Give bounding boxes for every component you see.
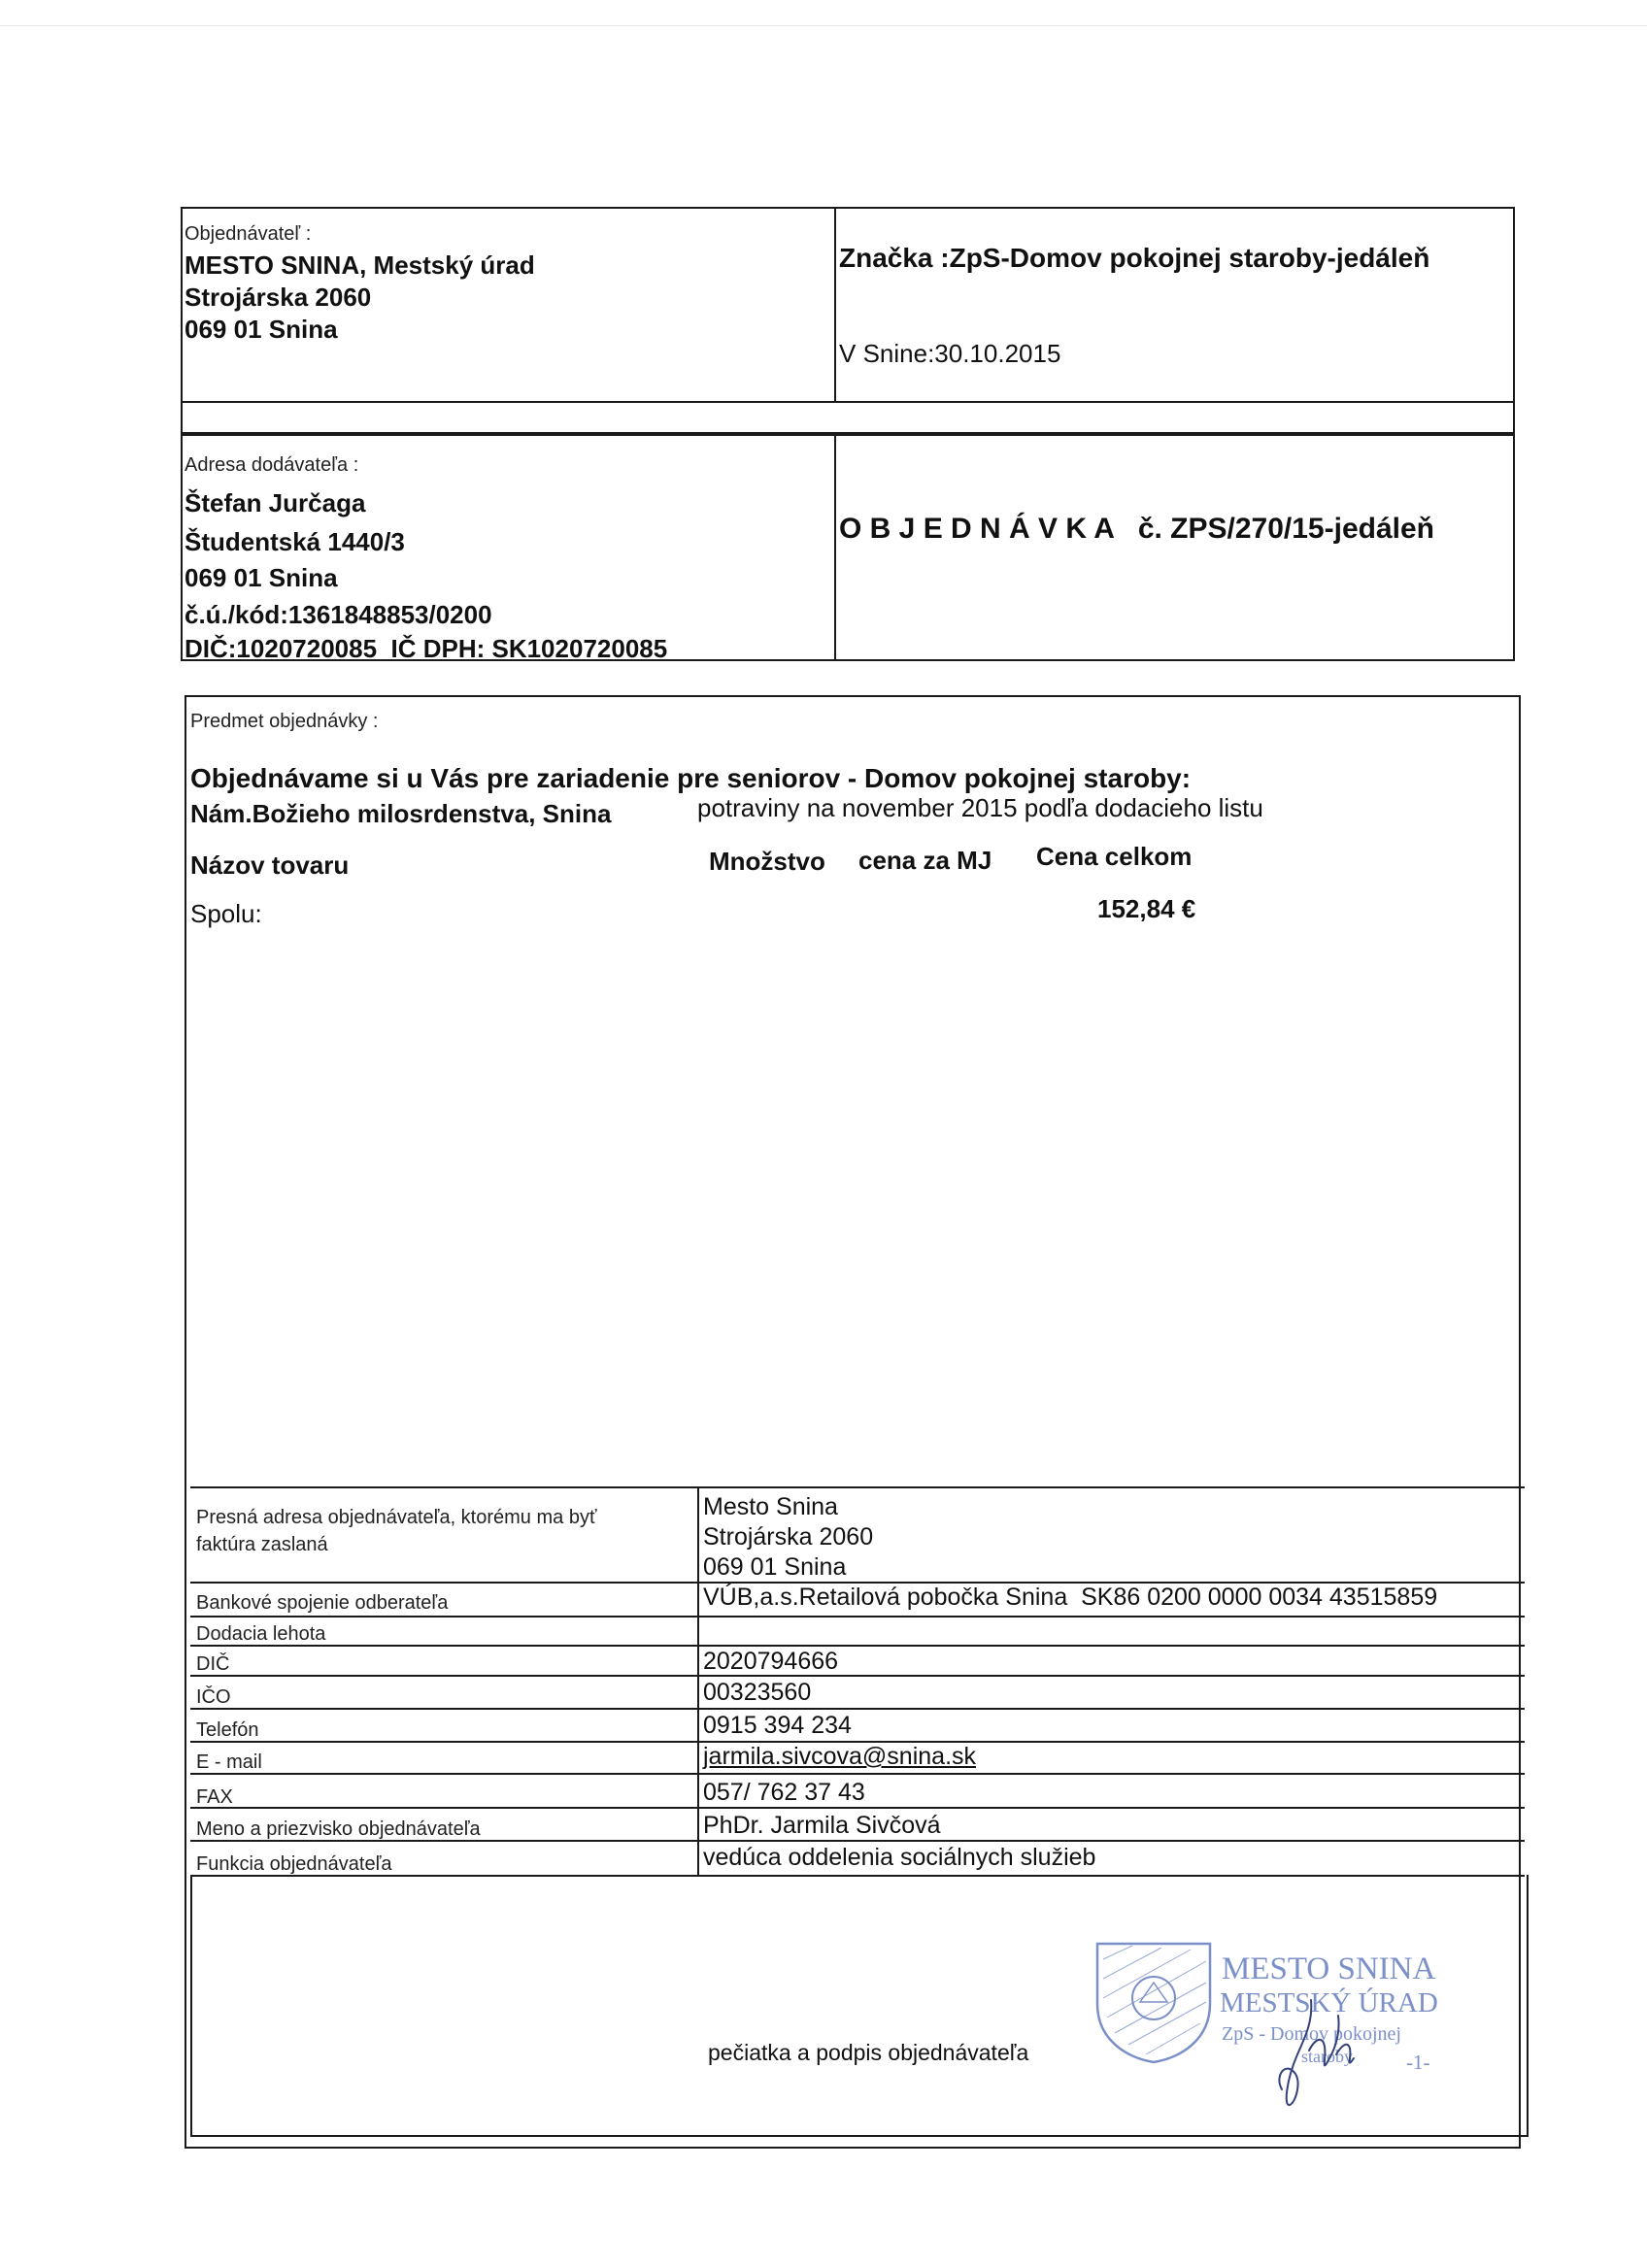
detail-label-name: Meno a priezvisko objednávateľa [196, 1818, 481, 1840]
details-divider [697, 1486, 699, 1877]
details-rule [190, 1708, 1525, 1710]
order-title: O B J E D N Á V K A č. ZPS/270/15-jedáleň [839, 513, 1434, 545]
detail-label-bank: Bankové spojenie odberateľa [196, 1592, 449, 1614]
column-total: Cena celkom [1036, 842, 1193, 871]
detail-label-email: E - mail [196, 1751, 262, 1773]
supplier-account: č.ú./kód:1361848853/0200 [185, 600, 492, 629]
detail-label-ico: IČO [196, 1686, 231, 1708]
stamp-line-1: MESTO SNINA [1222, 1951, 1436, 1986]
details-rule [190, 1645, 1525, 1647]
detail-value-phone: 0915 394 234 [703, 1712, 852, 1739]
supplier-name: Štefan Jurčaga [185, 488, 366, 517]
detail-value-dic: 2020794666 [703, 1648, 839, 1675]
detail-value-function: vedúca oddelenia sociálnych služieb [703, 1844, 1096, 1871]
details-rule [190, 1773, 1525, 1775]
subject-label: Predmet objednávky : [190, 711, 379, 732]
column-unit-price: cena za MJ [858, 846, 992, 875]
details-rule [190, 1616, 1525, 1618]
orderer-street: Strojárska 2060 [185, 283, 372, 312]
header-divider [834, 209, 836, 403]
supplier-label: Adresa dodávateľa : [185, 454, 359, 476]
header-rule-1 [181, 401, 1515, 403]
email-link[interactable]: jarmila.sivcova@snina.sk [703, 1743, 977, 1770]
orderer-name: MESTO SNINA, Mestský úrad [185, 250, 535, 280]
details-top-rule [190, 1486, 1525, 1488]
orderer-city: 069 01 Snina [185, 315, 338, 344]
scan-edge [0, 25, 1647, 26]
detail-value-invoice-address: Mesto Snina Strojárska 2060 069 01 Snina [703, 1493, 874, 1581]
detail-label-invoice-address: Presná adresa objednávateľa, ktorému ma byť faktúra zaslaná [196, 1507, 597, 1555]
detail-label-function: Funkcia objednávateľa [196, 1853, 392, 1875]
supplier-city: 069 01 Snina [185, 563, 338, 592]
city-emblem-icon [1093, 1940, 1214, 2064]
signature-label: pečiatka a podpis objednávateľa [708, 2040, 1029, 2065]
detail-label-fax: FAX [196, 1786, 233, 1808]
supplier-tax-ids: DIČ:1020720085 IČ DPH: SK1020720085 [185, 634, 668, 663]
stamp-line-2: MESTSKÝ ÚRAD [1220, 1987, 1438, 2018]
signature-box-left [190, 1875, 192, 2137]
sum-value: 152,84 € [1097, 894, 1196, 923]
mark-text: Značka :ZpS-Domov pokojnej staroby-jedáleň [839, 243, 1430, 273]
stamp-page-mark: -1- [1406, 2051, 1430, 2074]
detail-value-ico: 00323560 [703, 1679, 812, 1706]
stamp-line-4: staroby [1301, 2047, 1353, 2066]
detail-value-bank: VÚB,a.s.Retailová pobočka Snina SK86 0200 0000 0034 43515859 [703, 1584, 1438, 1611]
sum-label: Spolu: [190, 899, 262, 928]
detail-label-dic: DIČ [196, 1653, 230, 1675]
details-rule [190, 1807, 1525, 1809]
detail-label-phone: Telefón [196, 1719, 259, 1741]
subject-box [185, 695, 1521, 2149]
subject-line-2-left: Nám.Božieho milosrdenstva, Snina [190, 799, 612, 828]
subject-line-1: Objednávame si u Vás pre zariadenie pre seniorov - Domov pokojnej staroby: [190, 763, 1192, 793]
detail-label-delivery: Dodacia lehota [196, 1623, 326, 1645]
handwritten-signature [1253, 1992, 1379, 2111]
detail-value-fax: 057/ 762 37 43 [703, 1779, 865, 1806]
subject-line-2-right: potraviny na november 2015 podľa dodacieho listu [697, 793, 1263, 822]
details-rule [190, 1675, 1525, 1677]
column-item-name: Názov tovaru [190, 850, 350, 880]
detail-value-name: PhDr. Jarmila Sivčová [703, 1812, 941, 1839]
place-date: V Snine:30.10.2015 [839, 339, 1061, 368]
orderer-label: Objednávateľ : [185, 223, 312, 245]
column-quantity: Množstvo [709, 847, 825, 876]
supplier-street: Študentská 1440/3 [185, 527, 405, 556]
signature-box-bottom [190, 2135, 1529, 2137]
header-box [181, 207, 1515, 434]
supplier-divider [834, 436, 836, 659]
signature-box-right [1527, 1875, 1529, 2137]
stamp-line-3: ZpS - Domov pokojnej [1222, 2023, 1401, 2045]
